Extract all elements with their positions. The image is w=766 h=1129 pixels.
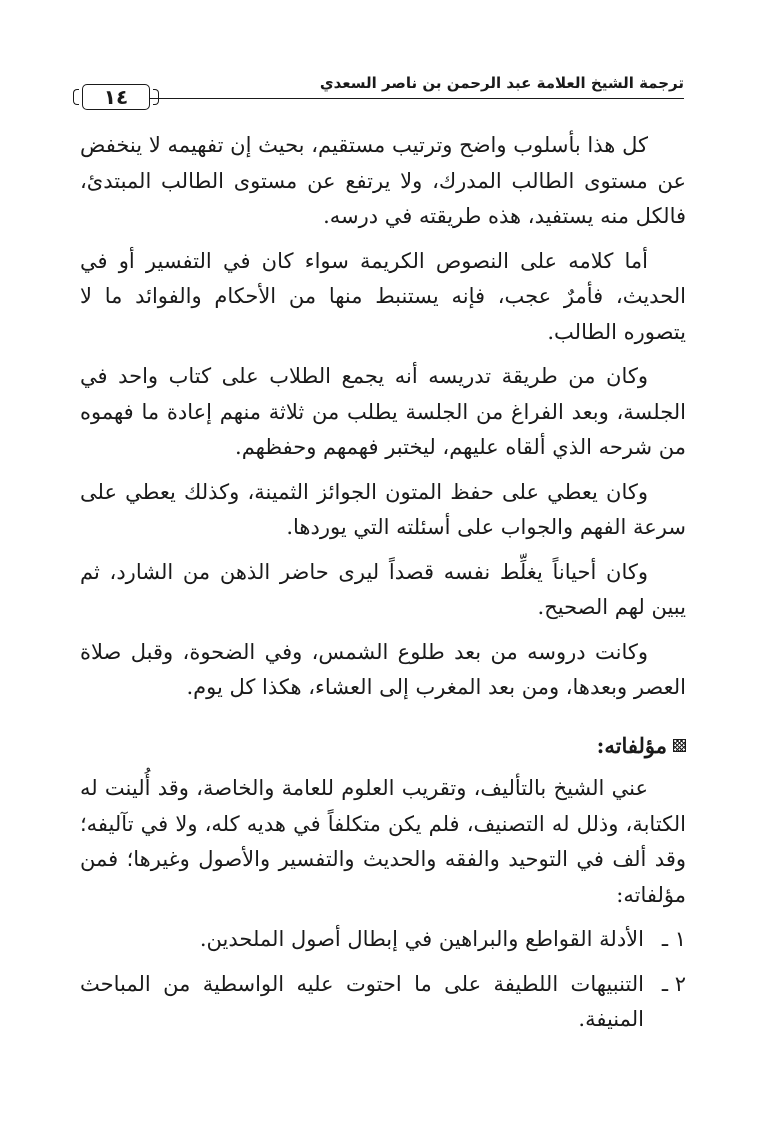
list-item-number: ١ ـ [661,927,686,951]
paragraph: وكان أحياناً يغلِّط نفسه قصداً ليرى حاضر الذهن من الشارد، ثم يبين لهم الصحيح. [80,559,686,619]
list-item-text: الأدلة القواطع والبراهين في إبطال أصول الملحدين. [199,927,644,951]
list-item [80,967,686,1038]
list-item-text: التنبيهات اللطيفة على ما احتوت عليه الواسطية من المباحث المنيفة. [80,971,644,1031]
page-number: ١٤ [82,84,150,110]
paragraph: وكانت دروسه من بعد طلوع الشمس، وفي الضحوة، وقبل صلاة العصر وبعدها، ومن بعد المغرب إلى العشاء، هكذا كل يوم. [80,639,686,699]
running-title: ترجمة الشيخ العلامة عبد الرحمن بن ناصر السعدي [319,74,684,92]
section-heading-text: مؤلفاته: [596,732,667,758]
section-intro: عني الشيخ بالتأليف، وتقريب العلوم للعامة والخاصة، وقد أُلينت له الكتابة، وذلل له التصنيف، فلم يكن متكلفاً في هديه كله، ولا في تآليفه؛ وقد ألف في التوحيد والفقه والحديث والتفسير والأصول وغيرها؛ فمن مؤلفاته: [80,776,686,907]
page-header [82,64,684,124]
page-body [80,128,686,1047]
paragraph: وكان من طريقة تدريسه أنه يجمع الطلاب على كتاب واحد في الجلسة، وبعد الفراغ من الجلسة يطلب من ثلاثة منهم إعادة ما فهموه من شرحه الذي ألقاه عليهم، ليختبر فهمهم وحفظهم. [80,364,686,459]
section-heading [80,728,686,764]
ornament-square-icon [673,739,686,752]
list-item [80,922,686,958]
paragraph: أما كلامه على النصوص الكريمة سواء كان في التفسير أو في الحديث، فأمرٌ عجب، فإنه يستنبط منها من الأحكام والفوائد ما لا يتصوره الطالب. [80,248,686,344]
paragraph: كل هذا بأسلوب واضح وترتيب مستقيم، بحيث إن تفهيمه لا ينخفض عن مستوى الطالب المدرك، ولا يرتفع عن مستوى الطالب المبتدئ، فالكل منه يستفيد، هذه طريقته في درسه. [80,133,686,228]
list-item-number: ٢ ـ [661,971,686,996]
paragraph: وكان يعطي على حفظ المتون الجوائز الثمينة، وكذلك يعطي على سرعة الفهم والجواب على أسئلته التي يوردها. [80,479,686,539]
header-rule [82,98,684,99]
